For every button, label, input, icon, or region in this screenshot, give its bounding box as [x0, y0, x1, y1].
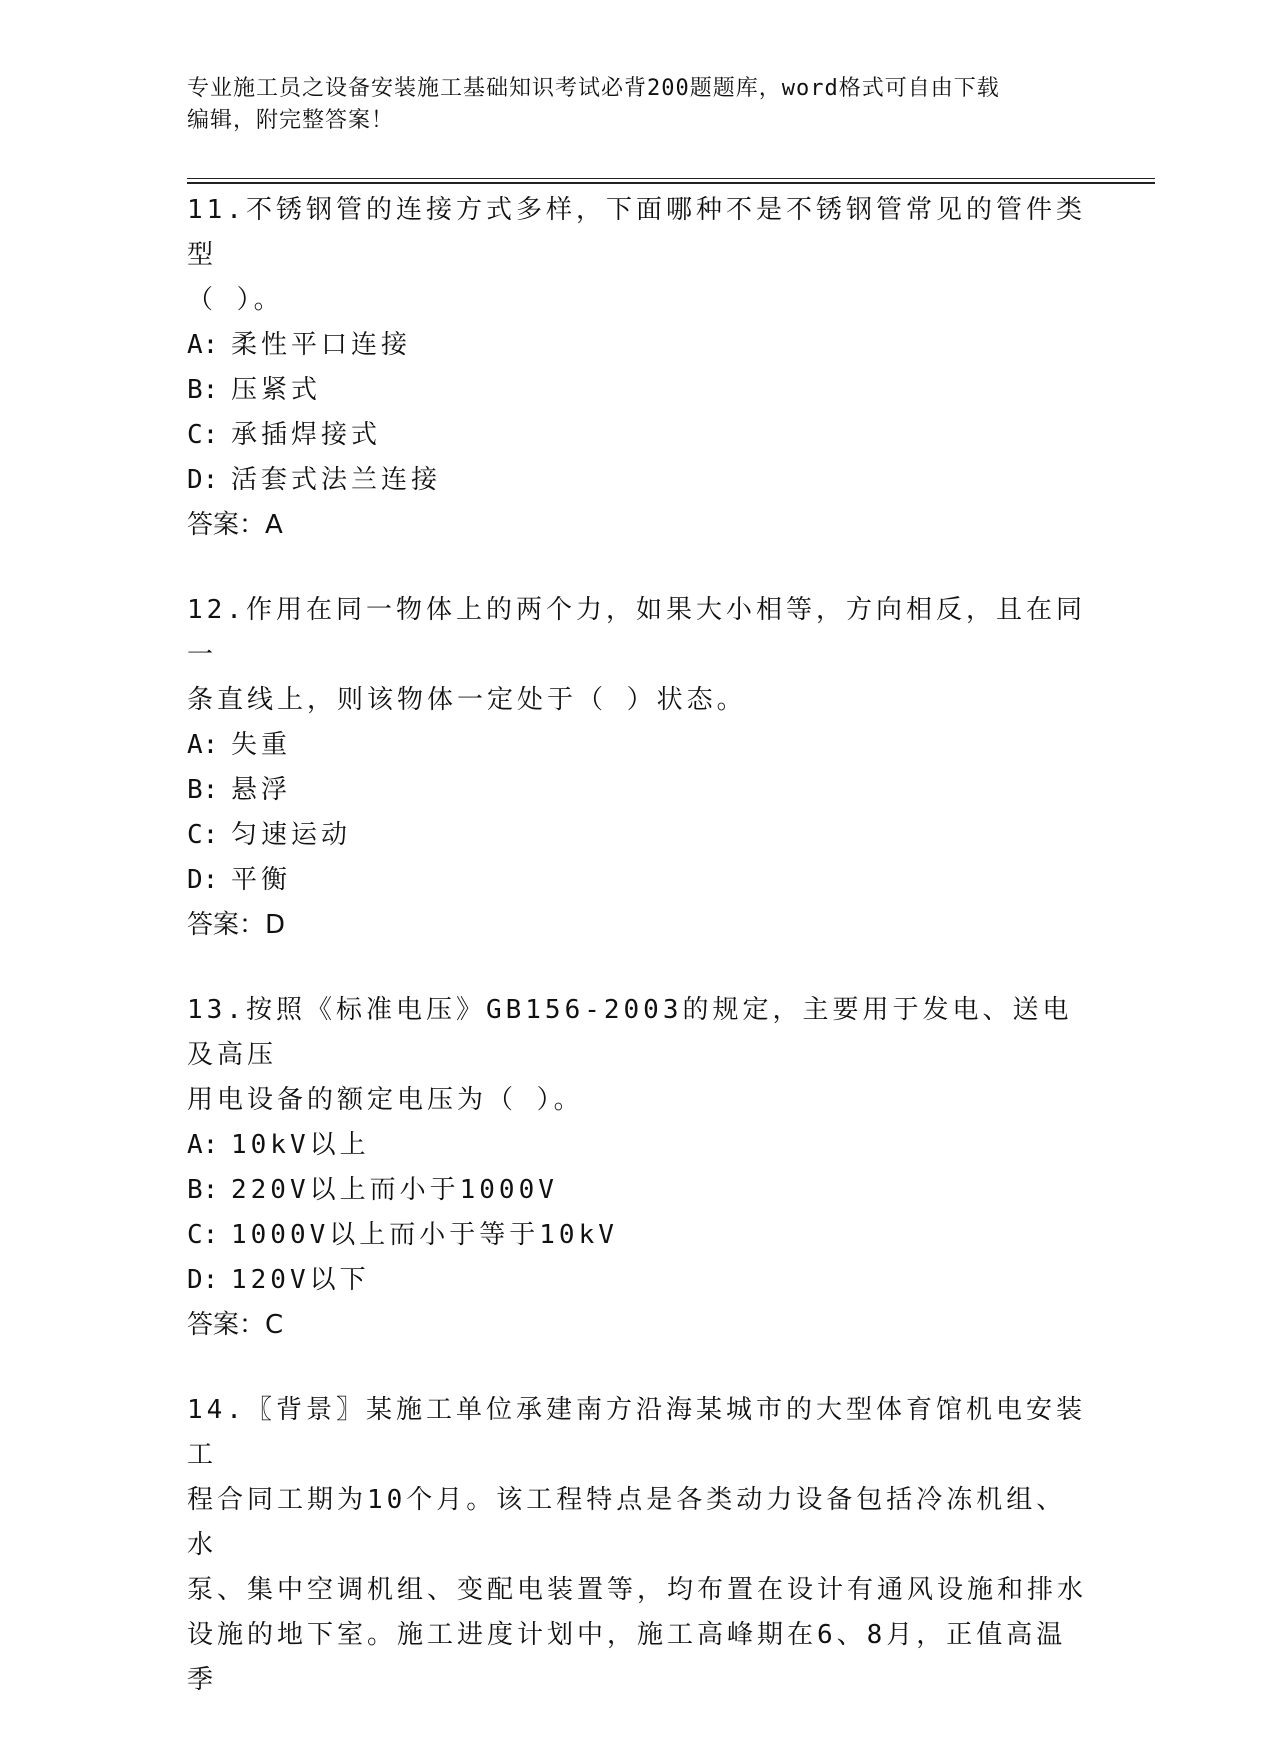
option-text: 失重 [231, 730, 292, 760]
option-text: 悬浮 [231, 775, 292, 805]
question-text-line: 12.作用在同一物体上的两个力，如果大小相等，方向相反，且在同一 [187, 595, 1086, 670]
question-text [187, 588, 1087, 723]
option-letter: D: [187, 865, 219, 895]
option-letter: A: [187, 1130, 219, 1160]
option-letter: C: [187, 420, 219, 450]
header-divider-thin [187, 178, 1155, 179]
option-text: 1000V以上而小于等于10kV [231, 1220, 618, 1250]
option-b [187, 368, 1087, 413]
option-d [187, 858, 1087, 903]
option-c [187, 1213, 1087, 1258]
option-text: 10kV以上 [231, 1130, 370, 1160]
option-text: 匀速运动 [231, 820, 352, 850]
option-text: 柔性平口连接 [231, 330, 412, 360]
header-divider-thick [187, 182, 1155, 184]
option-letter: B: [187, 775, 219, 805]
question-11 [187, 188, 1087, 548]
question-text-line: 14.〖背景〗某施工单位承建南方沿海某城市的大型体育馆机电安装工 [187, 1395, 1086, 1470]
answer-line: 答案：A [187, 510, 283, 540]
option-text: 220V以上而小于1000V [231, 1175, 558, 1205]
option-text: 承插焊接式 [231, 420, 382, 450]
question-text [187, 188, 1087, 323]
option-letter: C: [187, 820, 219, 850]
question-text-line: 13.按照《标准电压》GB156-2003的规定，主要用于发电、送电及高压 [187, 995, 1073, 1070]
option-c [187, 813, 1087, 858]
option-d [187, 458, 1087, 503]
option-b [187, 768, 1087, 813]
question-12 [187, 588, 1087, 948]
option-letter: D: [187, 1265, 219, 1295]
option-a [187, 1123, 1087, 1168]
option-b [187, 1168, 1087, 1213]
option-letter: B: [187, 1175, 219, 1205]
option-a [187, 723, 1087, 768]
option-letter: A: [187, 730, 219, 760]
question-text [187, 1388, 1087, 1703]
option-d [187, 1258, 1087, 1303]
question-text-line: 11.不锈钢管的连接方式多样，下面哪种不是不锈钢管常见的管件类型 [187, 195, 1086, 270]
header-line-2: 编辑，附完整答案！ [187, 108, 395, 133]
answer-line: 答案：C [187, 1310, 284, 1340]
question-text-line: （ ）。 [187, 285, 284, 315]
option-text: 活套式法兰连接 [231, 465, 442, 495]
option-text: 压紧式 [231, 375, 322, 405]
option-a [187, 323, 1087, 368]
question-text-line: 设施的地下室。施工进度计划中，施工高峰期在6、8月，正值高温季 [187, 1620, 1067, 1695]
option-text: 平衡 [231, 865, 292, 895]
header-line-1: 专业施工员之设备安装施工基础知识考试必背200题题库，word格式可自由下载 [187, 76, 1000, 101]
option-letter: C: [187, 1220, 219, 1250]
question-text-line: 程合同工期为10个月。该工程特点是各类动力设备包括冷冻机组、水 [187, 1485, 1067, 1560]
option-letter: B: [187, 375, 219, 405]
question-list [187, 188, 1087, 1743]
question-text-line: 条直线上，则该物体一定处于（ ）状态。 [187, 685, 747, 715]
question-14 [187, 1388, 1087, 1703]
option-letter: A: [187, 330, 219, 360]
document-header [187, 73, 1087, 137]
question-13 [187, 988, 1087, 1348]
question-text-line: 用电设备的额定电压为（ ）。 [187, 1085, 584, 1115]
option-c [187, 413, 1087, 458]
question-text-line: 泵、集中空调机组、变配电装置等，均布置在设计有通风设施和排水 [187, 1575, 1088, 1605]
question-text [187, 988, 1087, 1123]
option-text: 120V以下 [231, 1265, 370, 1295]
option-letter: D: [187, 465, 219, 495]
answer-line: 答案：D [187, 910, 286, 940]
